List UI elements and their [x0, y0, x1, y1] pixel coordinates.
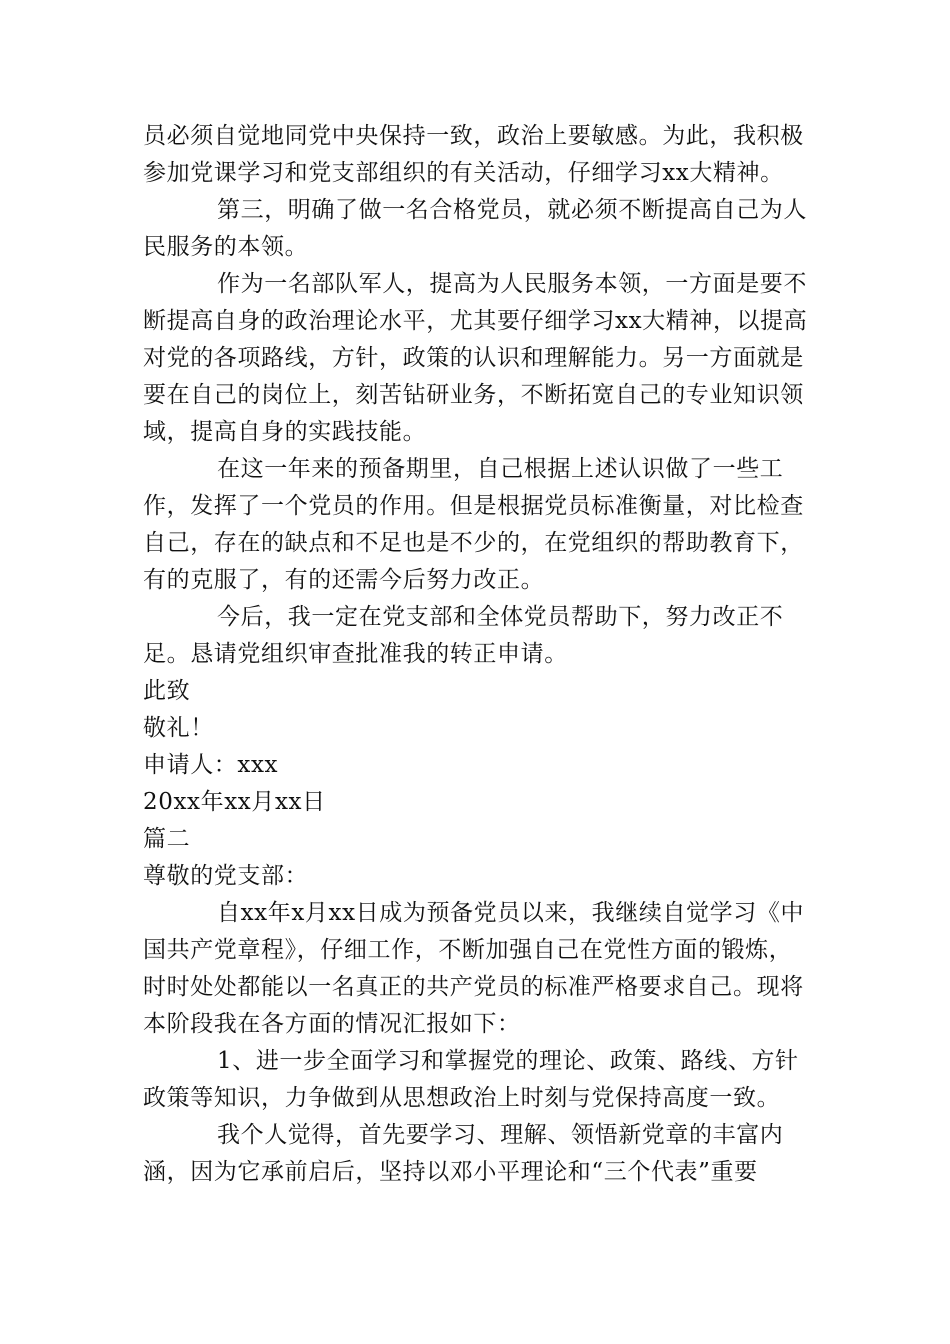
applicant-line: 申请人：xxx [143, 752, 279, 778]
section-heading: 篇二 [143, 826, 191, 852]
paragraph-request: 今后，我一定在党支部和全体党员帮助下，努力改正不足。恳请党组织审查批准我的转正申请。 [143, 604, 784, 667]
paragraph-intro: 自xx年x月xx日成为预备党员以来，我继续自觉学习《中国共产党章程》，仔细工作，不断加强自己在党性方面的锻炼，时时处处都能以一名真正的共产党员的标准严格要求自己。现将本阶段我在各方面的情况汇报如下： [143, 900, 805, 1037]
paragraph-point-one: 1、进一步全面学习和掌握党的理论、政策、路线、方针政策等知识，力争做到从思想政治上时刻与党保持高度一致。 [143, 1048, 799, 1111]
closing-regards: 敬礼！ [143, 715, 214, 741]
paragraph-third-point: 第三，明确了做一名合格党员，就必须不断提高自己为人民服务的本领。 [143, 197, 807, 260]
greeting: 尊敬的党支部： [143, 863, 309, 889]
paragraph-probation-review: 在这一年来的预备期里，自己根据上述认识做了一些工作，发挥了一个党员的作用。但是根据党员标准衡量，对比检查自己，存在的缺点和不足也是不少的，在党组织的帮助教育下，有的克服了，有的还需今后努力改正。 [143, 456, 804, 593]
closing-salutation: 此致 [143, 678, 191, 704]
document-body [143, 118, 813, 1191]
paragraph-continued: 员必须自觉地同党中央保持一致，政治上要敏感。为此，我积极参加党课学习和党支部组织的有关活动，仔细学习xx大精神。 [143, 123, 804, 186]
paragraph-party-constitution: 我个人觉得，首先要学习、理解、领悟新党章的丰富内涵，因为它承前启后，坚持以邓小平理论和“三个代表”重要 [143, 1122, 784, 1185]
paragraph-service-ability: 作为一名部队军人，提高为人民服务本领，一方面是要不断提高自身的政治理论水平，尤其要仔细学习xx大精神，以提高对党的各项路线，方针，政策的认识和理解能力。另一方面就是要在自己的岗位上，刻苦钻研业务，不断拓宽自己的专业知识领域，提高自身的实践技能。 [143, 271, 808, 445]
date-line: 20xx年xx月xx日 [143, 789, 326, 815]
